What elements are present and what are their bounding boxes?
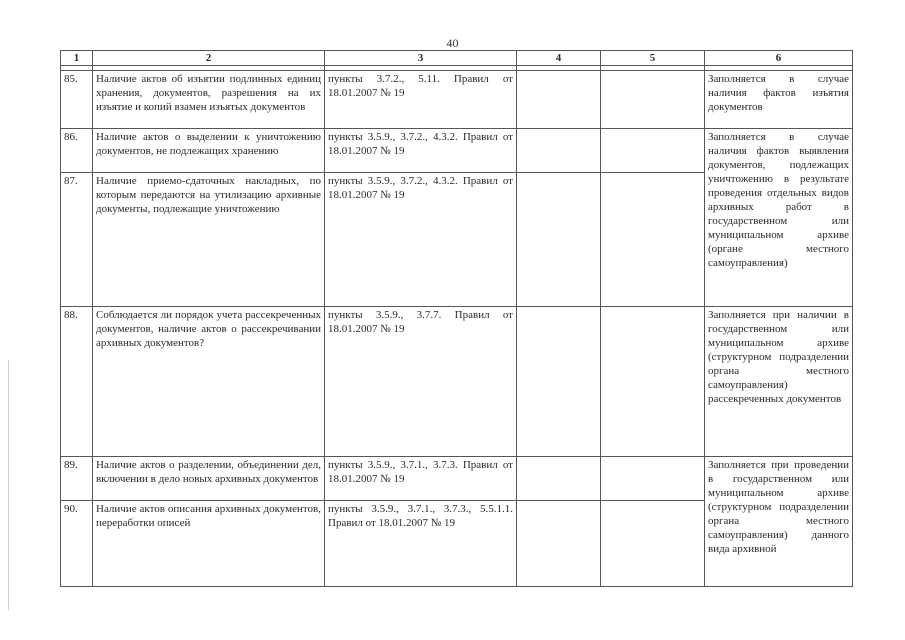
- scan-margin-line: [8, 360, 9, 610]
- row-note: Заполняется при наличии в государственном или муниципальном архиве (структурном подразделении органа местного самоуправления) рассекреченных документов: [705, 307, 853, 457]
- row-number: 90.: [61, 501, 93, 587]
- inspection-table: [60, 50, 853, 587]
- row-col-5: [601, 71, 705, 129]
- row-col-4: [517, 129, 601, 173]
- header-col-6: 6: [705, 51, 853, 66]
- row-note: Заполняется в случае наличия фактов изъятия документов: [705, 71, 853, 129]
- row-col-5: [601, 501, 705, 587]
- row-reference: пункты 3.5.9., 3.7.1., 3.7.3. Правил от 18.01.2007 № 19: [325, 457, 517, 501]
- row-reference: пункты 3.5.9., 3.7.1., 3.7.3., 5.5.1.1. Правил от 18.01.2007 № 19: [325, 501, 517, 587]
- row-description: Наличие приемо-сдаточных накладных, по которым передаются на утилизацию архивные документы, подлежащие уничтожению: [93, 173, 325, 307]
- row-reference: пункты 3.5.9., 3.7.7. Правил от 18.01.2007 № 19: [325, 307, 517, 457]
- header-row: [61, 51, 853, 66]
- row-number: 89.: [61, 457, 93, 501]
- row-note: Заполняется в случае наличия фактов выявления документов, подлежащих уничтожению в результате проведения отдельных видов архивных работ в государственном или муниципальном архиве (органе местного самоуправления): [705, 129, 853, 307]
- row-description: Наличие актов о выделении к уничтожению документов, не подлежащих хранению: [93, 129, 325, 173]
- table-row: [61, 457, 853, 501]
- row-col-5: [601, 307, 705, 457]
- table-row: [61, 129, 853, 173]
- header-col-4: 4: [517, 51, 601, 66]
- row-reference: пункты 3.7.2., 5.11. Правил от 18.01.2007 № 19: [325, 71, 517, 129]
- row-number: 86.: [61, 129, 93, 173]
- row-col-4: [517, 173, 601, 307]
- row-description: Наличие актов об изъятии подлинных единиц хранения, документов, разрешения на их изъятие и копий взамен изъятых документов: [93, 71, 325, 129]
- header-col-2: 2: [93, 51, 325, 66]
- row-col-5: [601, 457, 705, 501]
- row-reference: пункты 3.5.9., 3.7.2., 4.3.2. Правил от 18.01.2007 № 19: [325, 129, 517, 173]
- row-col-4: [517, 307, 601, 457]
- row-description: Наличие актов о разделении, объединении дел, включении в дело новых архивных документов: [93, 457, 325, 501]
- row-note: Заполняется при проведении в государственном или муниципальном архиве (структурном подразделении органа местного самоуправления) данного вида архивной: [705, 457, 853, 587]
- row-number: 85.: [61, 71, 93, 129]
- page-number: 40: [446, 36, 459, 50]
- header-col-5: 5: [601, 51, 705, 66]
- row-number: 87.: [61, 173, 93, 307]
- row-number: 88.: [61, 307, 93, 457]
- row-col-5: [601, 173, 705, 307]
- row-description: Наличие актов описания архивных документов, переработки описей: [93, 501, 325, 587]
- table-row: [61, 307, 853, 457]
- row-col-4: [517, 501, 601, 587]
- row-col-5: [601, 129, 705, 173]
- header-col-1: 1: [61, 51, 93, 66]
- row-description: Соблюдается ли порядок учета рассекреченных документов, наличие актов о рассекречивании архивных документов?: [93, 307, 325, 457]
- table-row: [61, 71, 853, 129]
- header-col-3: 3: [325, 51, 517, 66]
- row-reference: пункты 3.5.9., 3.7.2., 4.3.2. Правил от 18.01.2007 № 19: [325, 173, 517, 307]
- row-col-4: [517, 71, 601, 129]
- row-col-4: [517, 457, 601, 501]
